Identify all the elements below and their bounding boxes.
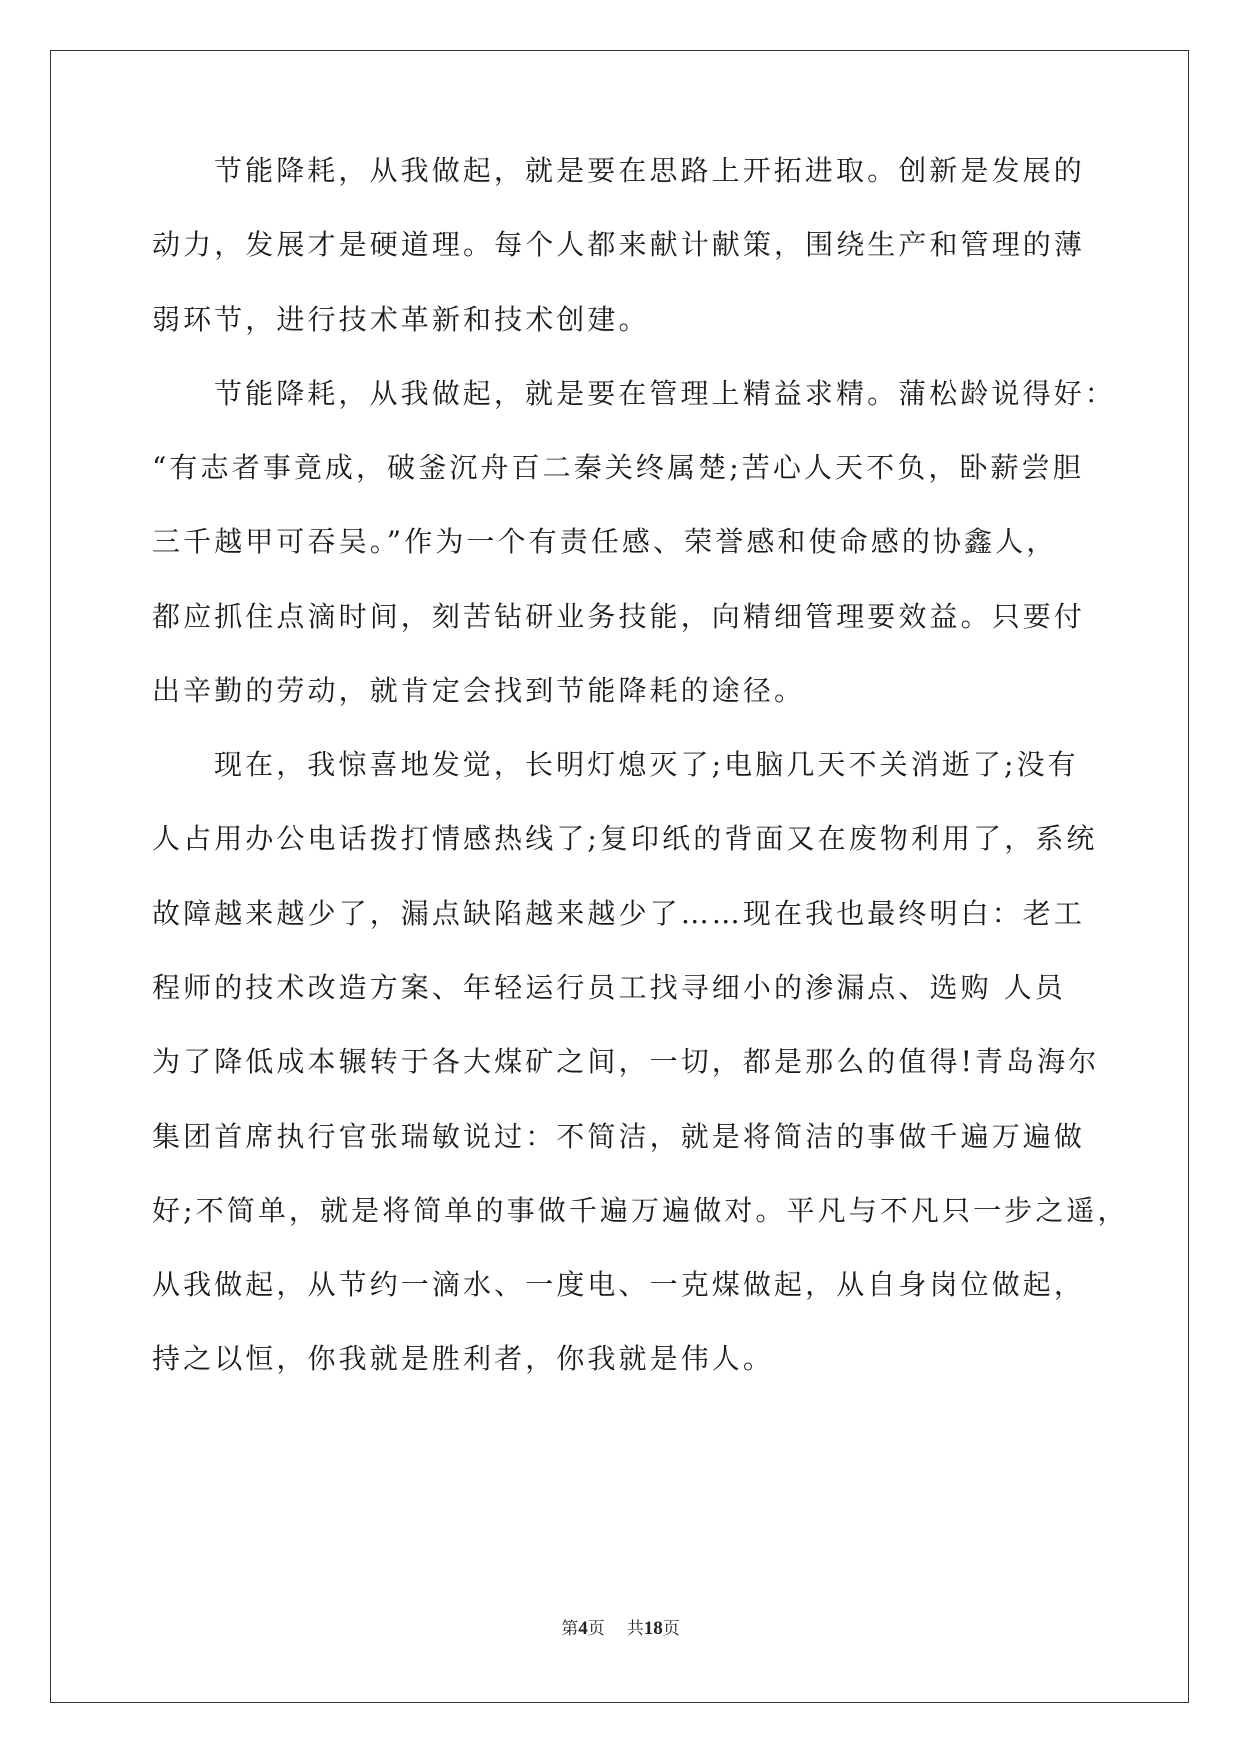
paragraph-2-line-1: 节能降耗，从我做起，就是要在管理上精益求精。蒲松龄说得好：: [214, 377, 1116, 410]
paragraph-3-line-7: 好;不简单，就是将简单的事做千遍万遍做对。平凡与不凡只一步之遥，: [152, 1194, 1129, 1227]
page-border: [50, 50, 1189, 1703]
page-number: 4: [578, 1618, 588, 1639]
paragraph-2-line-4: 都应抓住点滴时间，刻苦钻研业务技能，向精细管理要效益。只要付: [152, 600, 1086, 633]
total-prefix: 共: [626, 1619, 644, 1638]
paragraph-3-line-8: 从我做起，从节约一滴水、一度电、一克煤做起，从自身岗位做起，: [152, 1268, 1086, 1301]
paragraph-1-line-2: 动力，发展才是硬道理。每个人都来献计献策，围绕生产和管理的薄: [152, 228, 1086, 261]
paragraph-2-line-3: 三千越甲可吞吴。”作为一个有责任感、荣誉感和使命感的协鑫人，: [152, 525, 1058, 558]
paragraph-2-line-2: “有志者事竟成，破釜沉舟百二秦关终属楚;苦心人天不负，卧薪尝胆: [152, 451, 1084, 484]
paragraph-3-line-3: 故障越来越少了，漏点缺陷越来越少了……现在我也最终明白：老工: [152, 897, 1086, 930]
paragraph-3-line-5: 为了降低成本辗转于各大煤矿之间，一切，都是那么的值得!青岛海尔: [152, 1045, 1100, 1078]
paragraph-3-line-2: 人占用办公电话拨打情感热线了;复印纸的背面又在废物利用了，系统: [152, 822, 1098, 855]
paragraph-3-line-4: 程师的技术改造方案、年轻运行员工找寻细小的渗漏点、选购 人员: [152, 971, 1066, 1004]
paragraph-3-line-6: 集团首席执行官张瑞敏说过：不简洁，就是将简洁的事做千遍万遍做: [152, 1120, 1086, 1153]
paragraph-3-line-1: 现在，我惊喜地发觉，长明灯熄灭了;电脑几天不关消逝了;没有: [214, 748, 1079, 781]
paragraph-3-line-9: 持之以恒，你我就是胜利者，你我就是伟人。: [152, 1342, 775, 1375]
total-suffix: 页: [662, 1619, 680, 1638]
total-pages: 18: [643, 1618, 663, 1639]
page-suffix: 页: [587, 1619, 605, 1638]
paragraph-1-line-1: 节能降耗，从我做起，就是要在思路上开拓进取。创新是发展的: [214, 154, 1085, 187]
paragraph-2-line-5: 出辛勤的劳动，就肯定会找到节能降耗的途径。: [152, 674, 806, 707]
paragraph-1-line-3: 弱环节，进行技术革新和技术创建。: [152, 303, 650, 336]
page-footer: [0, 1618, 1241, 1640]
page-prefix: 第: [561, 1619, 579, 1638]
